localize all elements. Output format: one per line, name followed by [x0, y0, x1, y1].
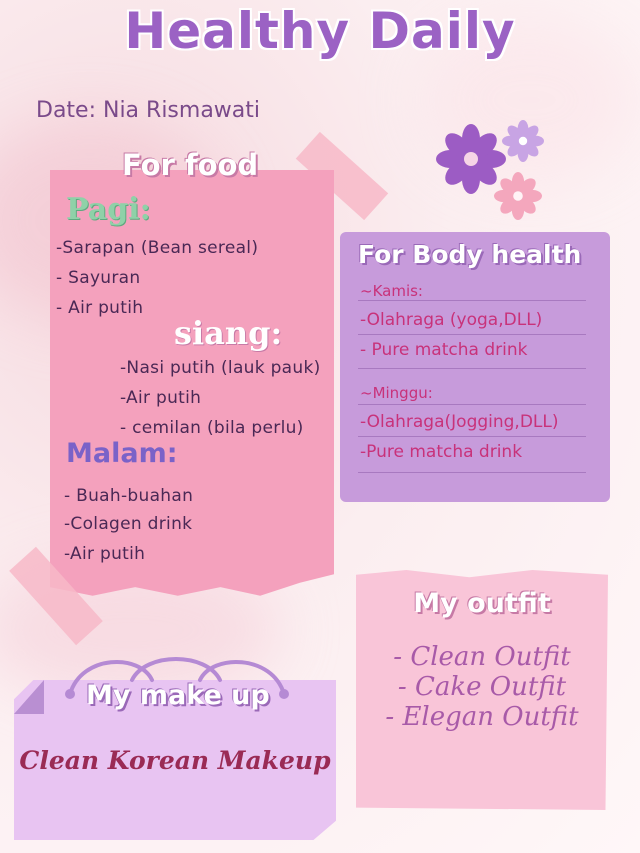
siang-item: -Air putih [120, 388, 202, 408]
date-line: Date: Nia Rismawati [36, 98, 261, 123]
siang-item: -Nasi putih (lauk pauk) [120, 358, 321, 378]
outfit-item: - Cake Outfit [397, 672, 567, 702]
divider [358, 404, 586, 405]
body-health-day: ~Kamis: [360, 282, 423, 300]
pagi-item: -Sarapan (Bean sereal) [56, 238, 259, 258]
siang-item: - cemilan (bila perlu) [120, 418, 304, 438]
siang-label: siang: [174, 314, 283, 352]
body-health-item: - Pure matcha drink [360, 340, 528, 360]
divider [358, 300, 586, 301]
malam-item: -Colagen drink [64, 514, 193, 534]
outfit-item: - Elegan Outfit [385, 702, 579, 732]
food-card [50, 170, 334, 600]
pagi-item: - Sayuran [56, 268, 141, 288]
outfit-heading: My outfit [413, 588, 551, 619]
malam-label: Malam: [66, 438, 178, 469]
makeup-heading: My make up [86, 680, 270, 711]
body-health-heading: For Body health [358, 240, 582, 269]
body-health-day: ~Minggu: [360, 384, 433, 402]
outfit-item: - Clean Outfit [393, 642, 571, 672]
body-health-item: -Olahraga(Jogging,DLL) [360, 412, 559, 432]
flower-lilac-icon [502, 120, 544, 162]
food-heading: For food [122, 148, 259, 182]
malam-item: -Air putih [64, 544, 146, 564]
malam-item: - Buah-buahan [64, 486, 194, 506]
pagi-label: Pagi: [66, 192, 151, 227]
makeup-value: Clean Korean Makeup [19, 746, 331, 775]
divider [358, 368, 586, 369]
flower-pink-icon [494, 172, 542, 220]
body-health-item: -Olahraga (yoga,DLL) [360, 310, 543, 330]
divider [358, 472, 586, 473]
divider [358, 334, 586, 335]
body-health-item: -Pure matcha drink [360, 442, 523, 462]
divider [358, 436, 586, 437]
page-title: Healthy Daily [124, 2, 516, 60]
pagi-item: - Air putih [56, 298, 144, 318]
